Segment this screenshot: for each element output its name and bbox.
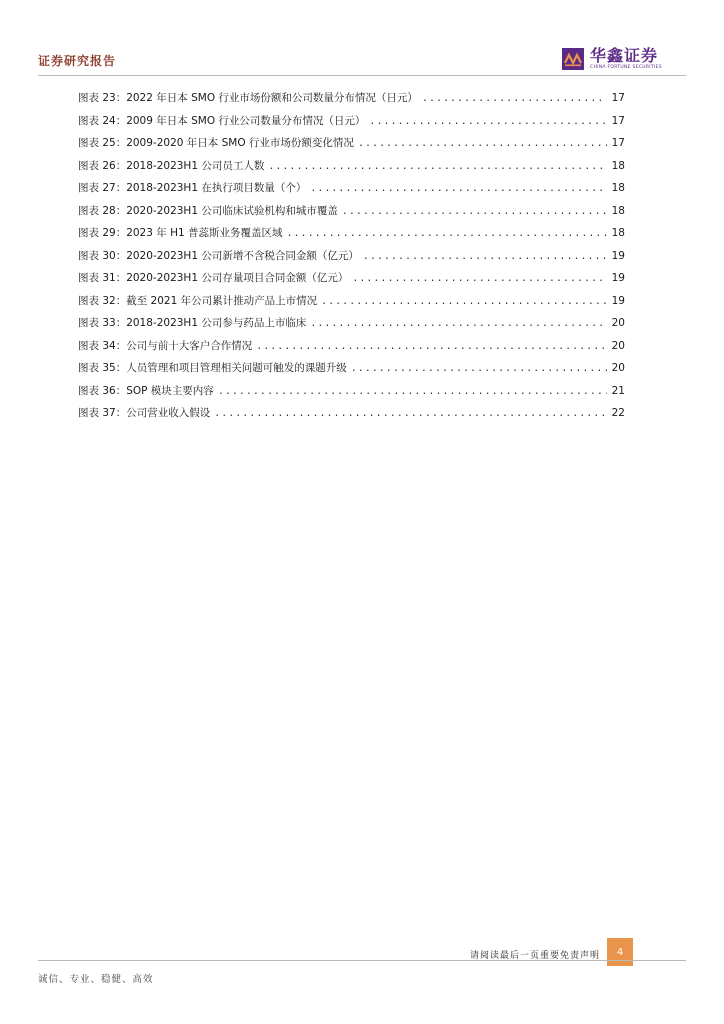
toc-dot-leader (363, 251, 607, 262)
toc-entry-page: 20 (611, 362, 625, 374)
report-type-title: 证券研究报告 (38, 54, 117, 68)
toc-entry-label: 图表 33：2018-2023H1 公司参与药品上市临床 (78, 317, 307, 329)
toc-entry[interactable] (78, 360, 625, 383)
toc-entry-label: 图表 24：2009 年日本 SMO 行业公司数量分布情况（日元） (78, 114, 366, 127)
toc-dot-leader (358, 138, 607, 149)
toc-entry-page: 22 (611, 407, 625, 419)
toc-entry-label: 图表 29：2023 年 H1 普蕊斯业务覆盖区域 (78, 227, 283, 239)
toc-entry-page: 18 (611, 159, 625, 172)
toc-dot-leader (268, 161, 607, 172)
toc-dot-leader (422, 93, 607, 104)
brand-name-cn: 华鑫证券 (590, 45, 659, 65)
toc-entry[interactable] (78, 180, 625, 203)
toc-dot-leader (310, 183, 607, 194)
toc-entry[interactable] (78, 383, 625, 406)
toc-entry-label: 图表 26：2018-2023H1 公司员工人数 (78, 159, 265, 172)
toc-entry[interactable] (78, 158, 625, 181)
toc-entry[interactable] (78, 90, 625, 113)
toc-entry-page: 18 (611, 182, 625, 194)
toc-entry-page: 18 (611, 204, 625, 217)
toc-entry-label: 图表 36：SOP 模块主要内容 (78, 384, 214, 397)
toc-entry-label: 图表 25：2009-2020 年日本 SMO 行业市场份额变化情况 (78, 137, 354, 149)
brand-logo (562, 46, 662, 72)
toc-entry-label: 图表 31：2020-2023H1 公司存量项目合同金额（亿元） (78, 272, 349, 284)
toc-entry[interactable] (78, 270, 625, 293)
toc-entry-page: 17 (611, 114, 625, 127)
toc-entry-label: 图表 35：人员管理和项目管理相关问题可触发的课题升级 (78, 362, 347, 374)
toc-entry-page: 19 (611, 294, 625, 307)
toc-entry-page: 17 (611, 137, 625, 149)
page-number-badge: 4 (607, 938, 633, 966)
toc-entry[interactable] (78, 338, 625, 361)
toc-entry-page: 17 (611, 92, 625, 104)
toc-dot-leader (218, 386, 607, 397)
header-divider (38, 75, 686, 76)
toc-entry[interactable] (78, 248, 625, 271)
toc-entry-page: 21 (611, 384, 625, 397)
toc-entry-label: 图表 30：2020-2023H1 公司新增不含税合同金额（亿元） (78, 249, 359, 262)
toc-entry-page: 20 (611, 339, 625, 352)
toc-entry-label: 图表 28：2020-2023H1 公司临床试验机构和城市覆盖 (78, 204, 338, 217)
toc-entry[interactable] (78, 315, 625, 338)
toc-dot-leader (256, 341, 607, 352)
toc-entry-label: 图表 23：2022 年日本 SMO 行业市场份额和公司数量分布情况（日元） (78, 92, 418, 104)
toc-dot-leader (352, 273, 607, 284)
toc-entry-label: 图表 27：2018-2023H1 在执行项目数量（个） (78, 182, 307, 194)
toc-entry[interactable] (78, 203, 625, 226)
toc-dot-leader (310, 318, 607, 329)
toc-entry[interactable] (78, 293, 625, 316)
toc-dot-leader (342, 206, 607, 217)
toc-entry[interactable] (78, 405, 625, 428)
company-motto: 诚信、专业、稳健、高效 (38, 974, 154, 985)
toc-entry-label: 图表 34：公司与前十大客户合作情况 (78, 339, 253, 352)
toc-dot-leader (369, 116, 607, 127)
toc-dot-leader (214, 408, 607, 419)
toc-entry-label: 图表 37：公司营业收入假设 (78, 407, 211, 419)
disclaimer-note: 请阅读最后一页重要免责声明 (469, 951, 600, 961)
toc-dot-leader (321, 296, 607, 307)
toc-entry-label: 图表 32：截至 2021 年公司累计推动产品上市情况 (78, 294, 318, 307)
brand-name-en: CHINA FORTUNE SECURITIES (590, 64, 662, 70)
toc-entry-page: 18 (611, 227, 625, 239)
toc-dot-leader (351, 363, 607, 374)
toc-entry[interactable] (78, 225, 625, 248)
toc-entry-page: 20 (611, 317, 625, 329)
toc-entry-page: 19 (611, 249, 625, 262)
toc-entry[interactable] (78, 113, 625, 136)
figure-index-list (78, 90, 625, 428)
toc-entry[interactable] (78, 135, 625, 158)
brand-logo-icon (562, 48, 584, 70)
toc-entry-page: 19 (611, 272, 625, 284)
toc-dot-leader (287, 228, 607, 239)
footer-divider (38, 960, 686, 961)
